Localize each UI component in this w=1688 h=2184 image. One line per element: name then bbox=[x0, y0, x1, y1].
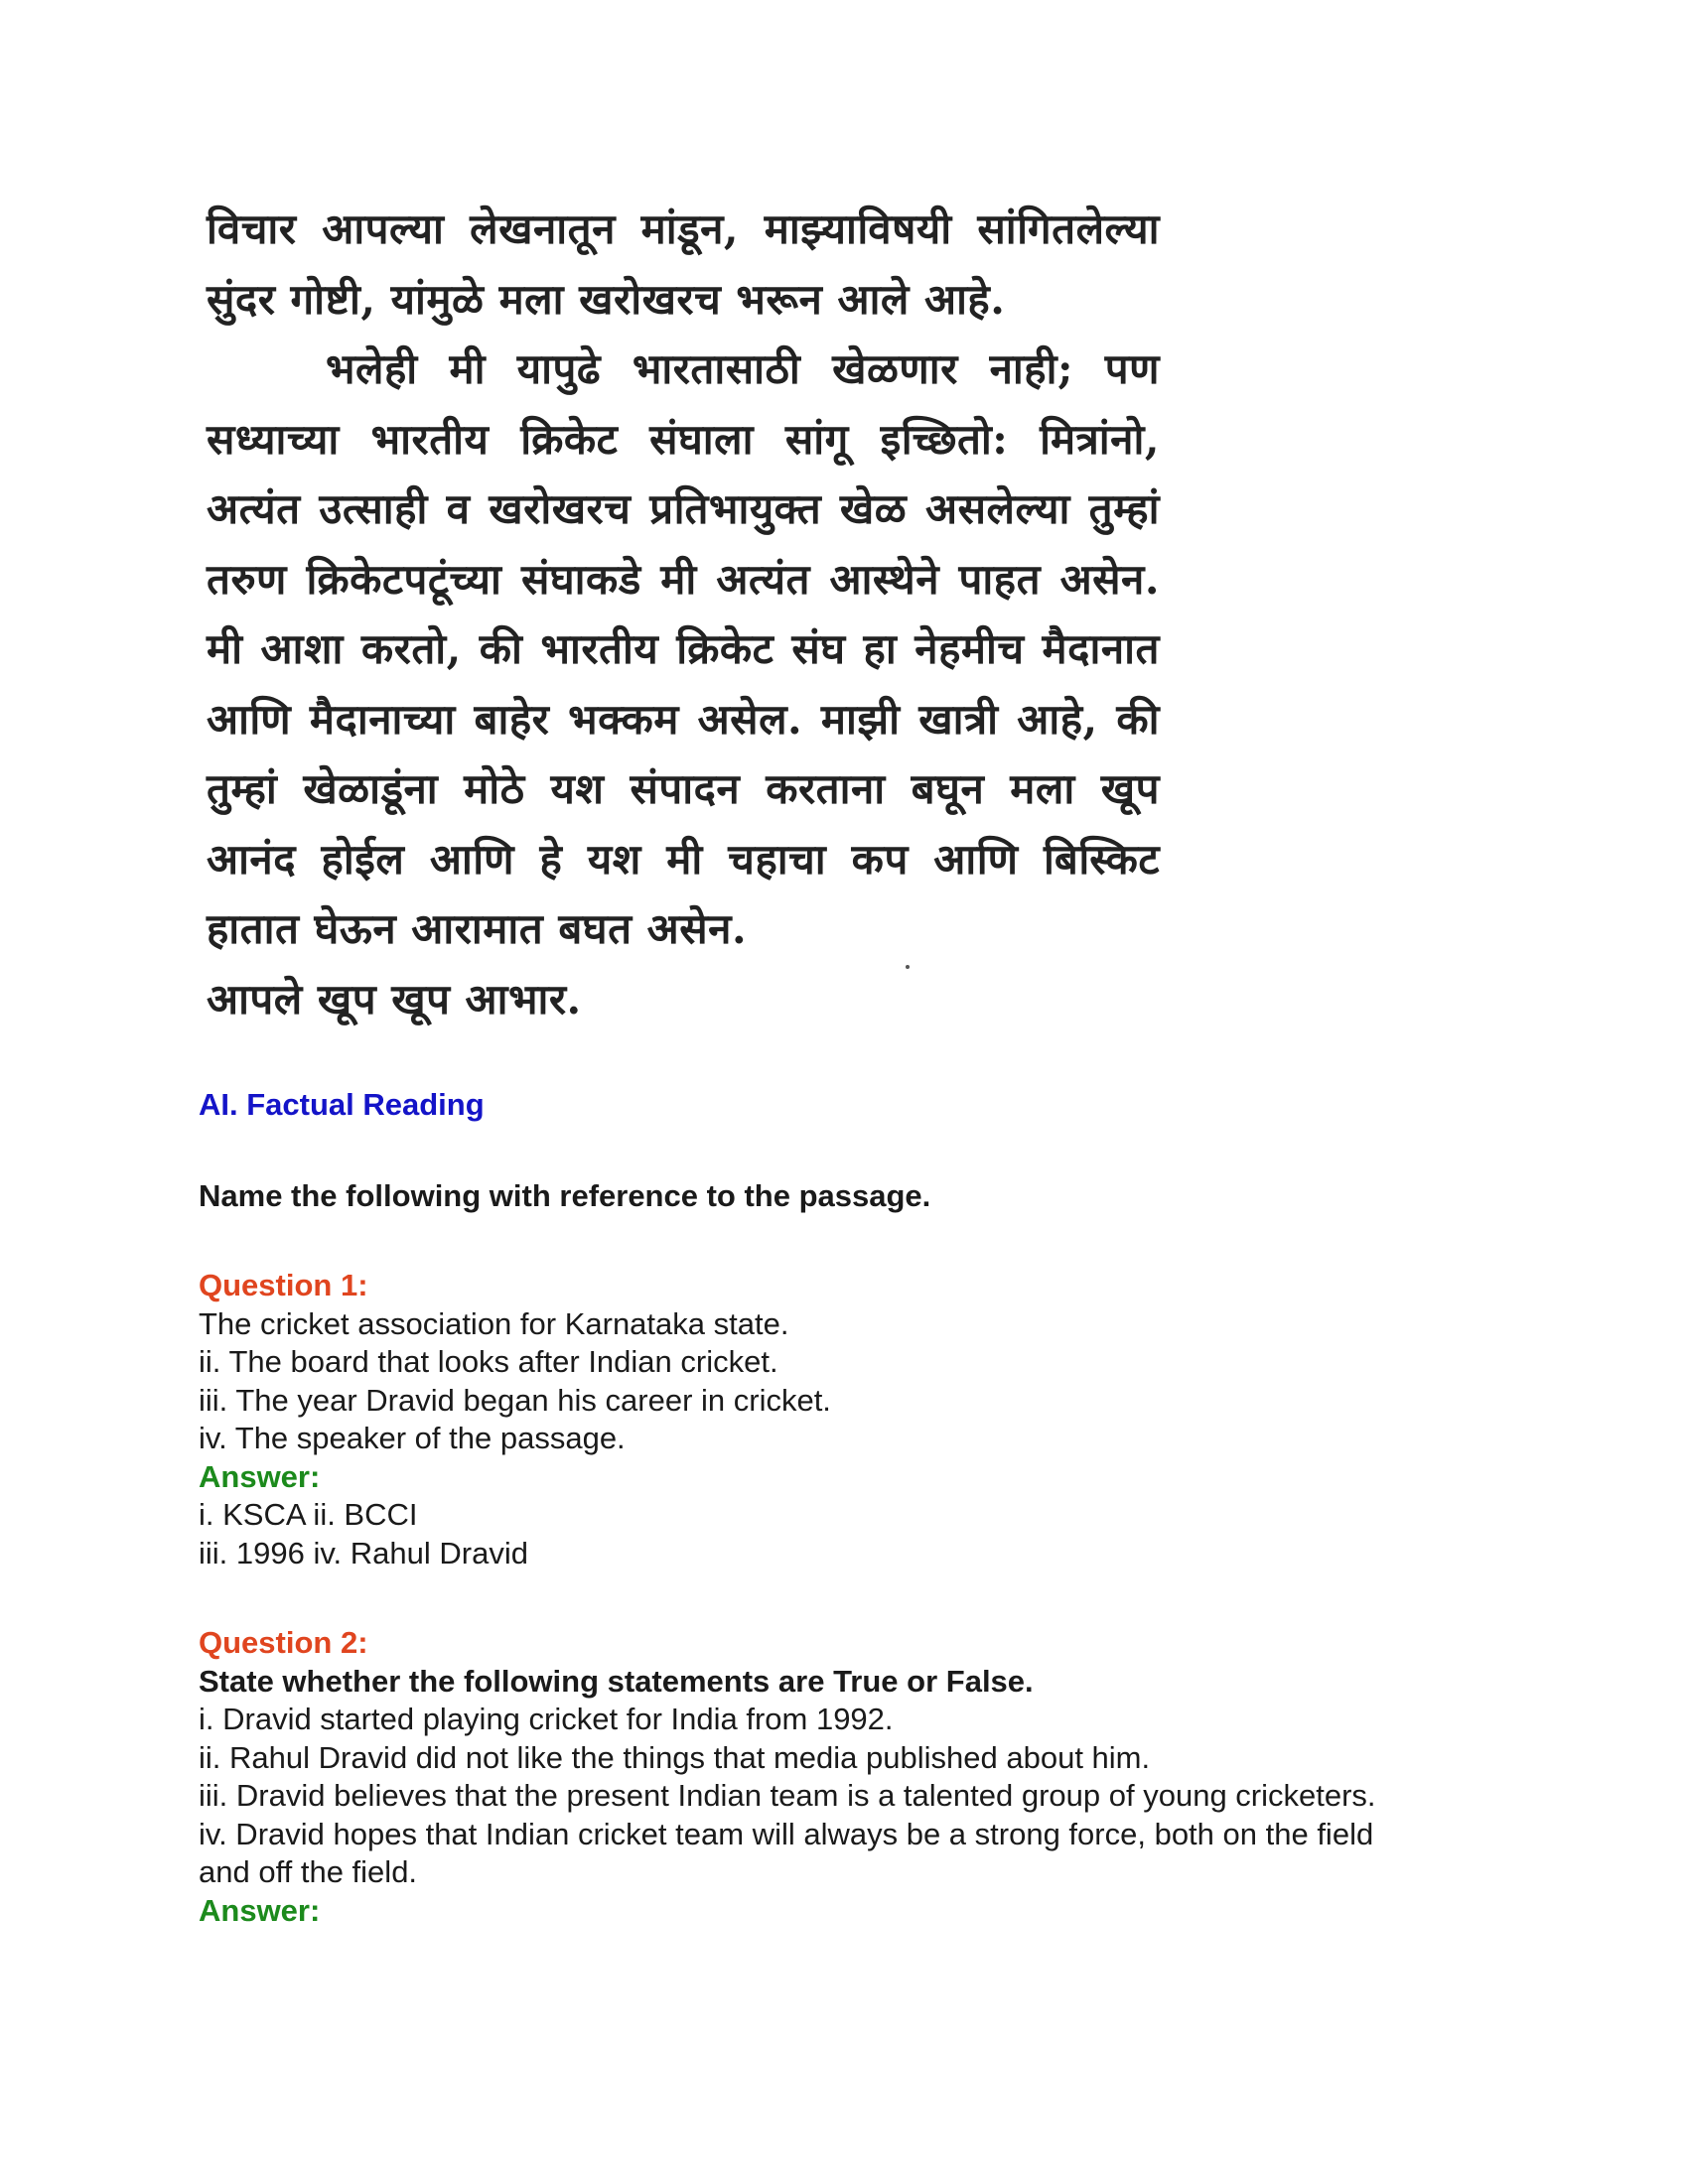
question-1-answer: i. KSCA ii. BCCI bbox=[199, 1497, 418, 1532]
question-1-answer-label: Answer: bbox=[199, 1458, 321, 1494]
question-2-item: i. Dravid started playing cricket for India from 1992. bbox=[199, 1702, 894, 1736]
question-1-block bbox=[199, 1267, 1489, 1572]
question-1-item: iv. The speaker of the passage. bbox=[199, 1421, 626, 1455]
instruction-text: Name the following with reference to the passage. bbox=[199, 1178, 931, 1213]
passage-line: सुंदर गोष्टी, यांमुळे मला खरोखरच भरून आले आहे. bbox=[207, 274, 1006, 324]
question-2-item: iii. Dravid believes that the present Indian team is a talented group of young cricketers. bbox=[199, 1778, 1376, 1813]
question-2-block bbox=[199, 1624, 1489, 1930]
passage-line: भलेही मी यापुढे भारतासाठी खेळणार नाही; पण bbox=[326, 344, 1160, 393]
question-1-item: iii. The year Dravid began his career in cricket. bbox=[199, 1382, 831, 1418]
stray-dot bbox=[906, 965, 910, 969]
passage-line: तुम्हां खेळाडूंना मोठे यश संपादन करताना बघून मला खूप bbox=[207, 764, 1160, 813]
passage-line: तरुण क्रिकेटपटूंच्या संघाकडे मी अत्यंत आस्थेने पाहत असेन. bbox=[207, 554, 1160, 604]
question-2-item: and off the field. bbox=[199, 1854, 418, 1889]
marathi-passage bbox=[207, 195, 1160, 1034]
question-2-prompt: State whether the following statements are True or False. bbox=[199, 1663, 1034, 1699]
passage-line: विचार आपल्या लेखनातून मांडून, माझ्याविषयी सांगितलेल्या bbox=[207, 205, 1160, 253]
question-2-answer-label: Answer: bbox=[199, 1892, 321, 1928]
passage-line: आपले खूप खूप आभार. bbox=[207, 974, 582, 1024]
question-1-answer: iii. 1996 iv. Rahul Dravid bbox=[199, 1535, 528, 1570]
question-1-label: Question 1: bbox=[199, 1268, 368, 1302]
passage-line: आनंद होईल आणि हे यश मी चहाचा कप आणि बिस्किट bbox=[207, 834, 1160, 884]
question-2-label: Question 2: bbox=[199, 1625, 368, 1660]
question-1-item: ii. The board that looks after Indian cricket. bbox=[199, 1344, 778, 1379]
passage-line: सध्याच्या भारतीय क्रिकेट संघाला सांगू इच्छितो: मित्रांनो, bbox=[207, 414, 1160, 464]
question-1-item: The cricket association for Karnataka state. bbox=[199, 1305, 789, 1341]
passage-line: अत्यंत उत्साही व खरोखरच प्रतिभायुक्त खेळ असलेल्या तुम्हां bbox=[207, 484, 1160, 533]
passage-line: हातात घेऊन आरामात बघत असेन. bbox=[207, 904, 748, 953]
question-2-item: ii. Rahul Dravid did not like the things that media published about him. bbox=[199, 1739, 1151, 1775]
passage-line: आणि मैदानाच्या बाहेर भक्कम असेल. माझी खात्री आहे, की bbox=[207, 694, 1160, 744]
passage-line: मी आशा करतो, की भारतीय क्रिकेट संघ हा नेहमीच मैदानात bbox=[207, 624, 1160, 673]
section-title: AI. Factual Reading bbox=[199, 1087, 485, 1122]
question-2-item: iv. Dravid hopes that Indian cricket team will always be a strong force, both on the field bbox=[199, 1816, 1374, 1851]
